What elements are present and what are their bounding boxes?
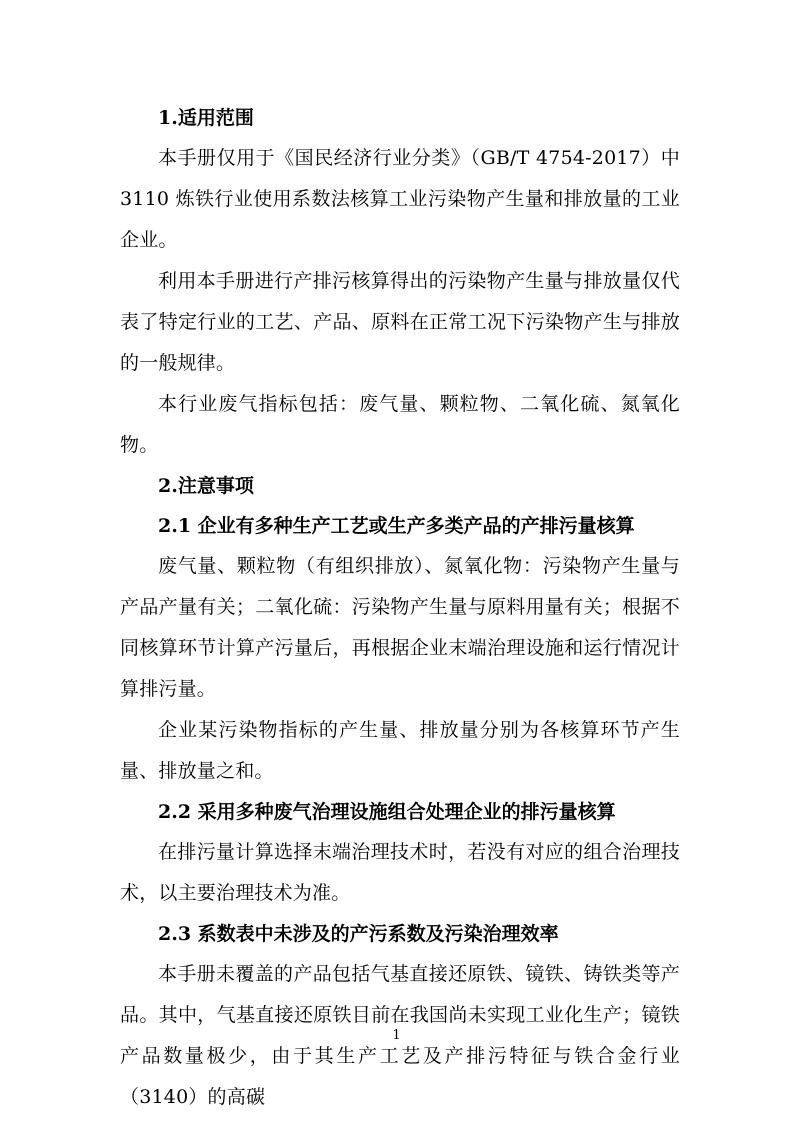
- paragraph-2-3-uncovered: 本手册未覆盖的产品包括气基直接还原铁、镜铁、铸铁类等产品。其中，气基直接还原铁目前在我国尚未实现工业化生产；镜铁产品数量极少，由于其生产工艺及产排污特征与铁合金行业（3140）的高碳: [120, 963, 680, 1108]
- document-body: [120, 98, 680, 1118]
- heading-2-2: 2.2 采用多种废气治理设施组合处理企业的排污量核算: [158, 801, 616, 823]
- paragraph-gas-indicators: 本行业废气指标包括：废气量、颗粒物、二氧化硫、氮氧化物。: [120, 393, 680, 456]
- paragraph-2-1-sum: 企业某污染物指标的产生量、排放量分别为各核算环节产生量、排放量之和。: [120, 719, 680, 782]
- paragraph-2-2-selection: 在排污量计算选择末端治理技术时，若没有对应的组合治理技术，以主要治理技术为准。: [120, 841, 680, 904]
- paragraph-scope-usage: 本手册仅用于《国民经济行业分类》（GB/T 4754-2017）中 3110 炼铁行业使用系数法核算工业污染物产生量和排放量的工业企业。: [120, 147, 680, 251]
- paragraph-scope-representation: 利用本手册进行产排污核算得出的污染物产生量与排放量仅代表了特定行业的工艺、产品、原料在正常工况下污染物产生与排放的一般规律。: [120, 270, 680, 374]
- heading-scope: 1.适用范围: [158, 107, 254, 129]
- page-number: 1: [392, 1028, 401, 1043]
- paragraph-2-1-method: 废气量、颗粒物（有组织排放）、氮氧化物：污染物产生量与产品产量有关；二氧化硫：污染物产生量与原料用量有关；根据不同核算环节计算产污量后，再根据企业末端治理设施和运行情况计算排污量。: [120, 555, 680, 700]
- heading-2-1: 2.1 企业有多种生产工艺或生产多类产品的产排污量核算: [158, 515, 635, 537]
- heading-notes: 2.注意事项: [158, 475, 254, 497]
- heading-2-3: 2.3 系数表中未涉及的产污系数及污染治理效率: [158, 923, 559, 945]
